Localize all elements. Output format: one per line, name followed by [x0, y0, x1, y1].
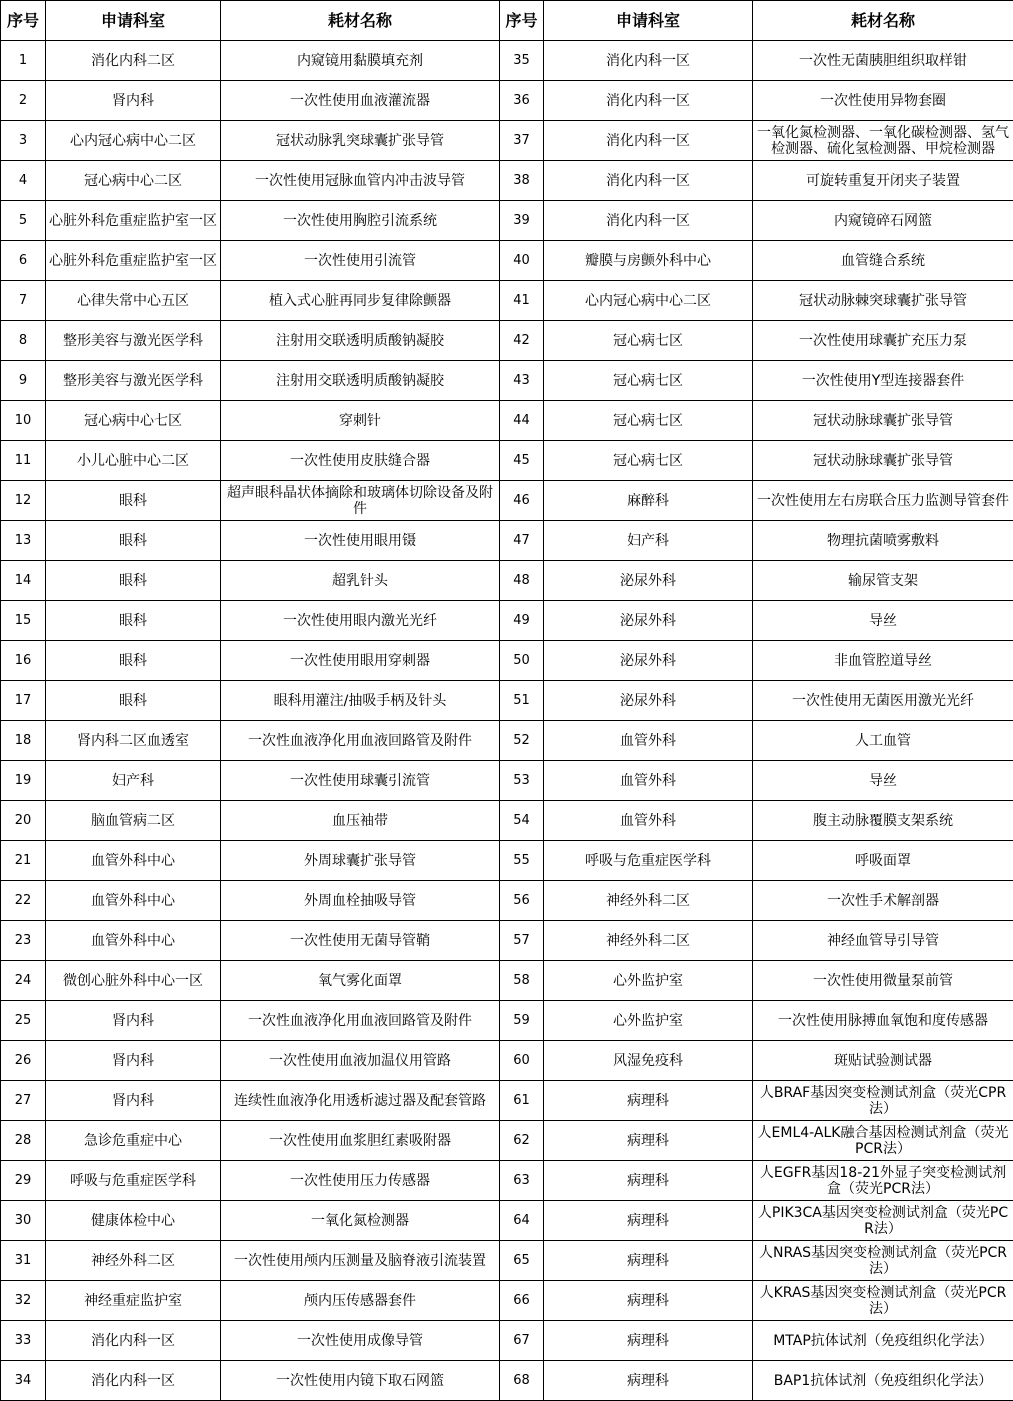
header-dept-right: 申请科室 — [544, 1, 753, 41]
header-name-right: 耗材名称 — [753, 1, 1013, 41]
consumable-name-cell: 冠状动脉球囊扩张导管 — [753, 441, 1013, 481]
department-cell: 眼科 — [46, 561, 221, 601]
serial-number-cell: 11 — [1, 441, 46, 481]
department-cell: 肾内科 — [46, 81, 221, 121]
serial-number-cell: 29 — [1, 1161, 46, 1201]
department-cell: 整形美容与激光医学科 — [46, 321, 221, 361]
consumable-name-cell: 注射用交联透明质酸钠凝胶 — [221, 321, 500, 361]
table-row — [1, 121, 1013, 161]
consumable-name-cell: 非血管腔道导丝 — [753, 641, 1013, 681]
serial-number-cell: 52 — [500, 721, 544, 761]
serial-number-cell: 63 — [500, 1161, 544, 1201]
serial-number-cell: 57 — [500, 921, 544, 961]
department-cell: 风湿免疫科 — [544, 1041, 753, 1081]
consumable-name-cell: 一次性使用皮肤缝合器 — [221, 441, 500, 481]
consumable-name-cell: 内窥镜碎石网篮 — [753, 201, 1013, 241]
table-row — [1, 881, 1013, 921]
consumable-name-cell: 一次性使用引流管 — [221, 241, 500, 281]
serial-number-cell: 68 — [500, 1361, 544, 1401]
consumable-name-cell: 人PIK3CA基因突变检测试剂盒（荧光PCR法） — [753, 1201, 1013, 1241]
department-cell: 冠心病中心二区 — [46, 161, 221, 201]
table-row — [1, 1161, 1013, 1201]
header-row — [1, 1, 1013, 41]
header-no-left: 序号 — [1, 1, 46, 41]
serial-number-cell: 34 — [1, 1361, 46, 1401]
table-row — [1, 1041, 1013, 1081]
serial-number-cell: 6 — [1, 241, 46, 281]
table-row — [1, 521, 1013, 561]
department-cell: 消化内科一区 — [46, 1361, 221, 1401]
serial-number-cell: 37 — [500, 121, 544, 161]
serial-number-cell: 35 — [500, 41, 544, 81]
consumable-name-cell: 一次性使用眼用穿刺器 — [221, 641, 500, 681]
department-cell: 整形美容与激光医学科 — [46, 361, 221, 401]
table-row — [1, 1081, 1013, 1121]
consumable-name-cell: 一次性使用血浆胆红素吸附器 — [221, 1121, 500, 1161]
consumable-name-cell: 人EML4-ALK融合基因检测试剂盒（荧光PCR法） — [753, 1121, 1013, 1161]
department-cell: 消化内科一区 — [544, 201, 753, 241]
serial-number-cell: 26 — [1, 1041, 46, 1081]
consumable-name-cell: 一次性使用血液加温仪用管路 — [221, 1041, 500, 1081]
table-row — [1, 201, 1013, 241]
table-row — [1, 441, 1013, 481]
table-row — [1, 401, 1013, 441]
department-cell: 心外监护室 — [544, 961, 753, 1001]
serial-number-cell: 19 — [1, 761, 46, 801]
table-body — [1, 41, 1013, 1401]
department-cell: 消化内科一区 — [544, 81, 753, 121]
consumable-name-cell: 一次性使用颅内压测量及脑脊液引流装置 — [221, 1241, 500, 1281]
table-row — [1, 921, 1013, 961]
consumable-name-cell: 导丝 — [753, 761, 1013, 801]
department-cell: 肾内科 — [46, 1041, 221, 1081]
consumable-name-cell: MTAP抗体试剂（免疫组织化学法） — [753, 1321, 1013, 1361]
table-row — [1, 1361, 1013, 1401]
department-cell: 血管外科 — [544, 721, 753, 761]
serial-number-cell: 9 — [1, 361, 46, 401]
department-cell: 病理科 — [544, 1281, 753, 1321]
department-cell: 消化内科一区 — [544, 161, 753, 201]
department-cell: 心外监护室 — [544, 1001, 753, 1041]
serial-number-cell: 42 — [500, 321, 544, 361]
table-row — [1, 481, 1013, 521]
consumable-name-cell: 连续性血液净化用透析滤过器及配套管路 — [221, 1081, 500, 1121]
table-row — [1, 561, 1013, 601]
table-row — [1, 761, 1013, 801]
serial-number-cell: 44 — [500, 401, 544, 441]
consumable-name-cell: 一次性手术解剖器 — [753, 881, 1013, 921]
department-cell: 小儿心脏中心二区 — [46, 441, 221, 481]
department-cell: 健康体检中心 — [46, 1201, 221, 1241]
serial-number-cell: 3 — [1, 121, 46, 161]
department-cell: 血管外科中心 — [46, 841, 221, 881]
department-cell: 神经外科二区 — [544, 921, 753, 961]
table-row — [1, 1201, 1013, 1241]
consumable-name-cell: 植入式心脏再同步复律除颤器 — [221, 281, 500, 321]
consumable-name-cell: 一次性使用胸腔引流系统 — [221, 201, 500, 241]
department-cell: 呼吸与危重症医学科 — [46, 1161, 221, 1201]
consumable-name-cell: 冠状动脉棘突球囊扩张导管 — [753, 281, 1013, 321]
consumable-name-cell: 一氧化氮检测器 — [221, 1201, 500, 1241]
consumable-name-cell: 氧气雾化面罩 — [221, 961, 500, 1001]
consumable-name-cell: 一次性使用无菌导管鞘 — [221, 921, 500, 961]
serial-number-cell: 64 — [500, 1201, 544, 1241]
department-cell: 心内冠心病中心二区 — [46, 121, 221, 161]
consumable-name-cell: 神经血管导引导管 — [753, 921, 1013, 961]
serial-number-cell: 31 — [1, 1241, 46, 1281]
serial-number-cell: 4 — [1, 161, 46, 201]
consumable-name-cell: 输尿管支架 — [753, 561, 1013, 601]
serial-number-cell: 65 — [500, 1241, 544, 1281]
serial-number-cell: 58 — [500, 961, 544, 1001]
serial-number-cell: 61 — [500, 1081, 544, 1121]
department-cell: 瓣膜与房颤外科中心 — [544, 241, 753, 281]
serial-number-cell: 67 — [500, 1321, 544, 1361]
department-cell: 呼吸与危重症医学科 — [544, 841, 753, 881]
department-cell: 急诊危重症中心 — [46, 1121, 221, 1161]
department-cell: 泌尿外科 — [544, 561, 753, 601]
consumable-name-cell: 眼科用灌注/抽吸手柄及针头 — [221, 681, 500, 721]
consumable-name-cell: 一次性使用压力传感器 — [221, 1161, 500, 1201]
table-row — [1, 1281, 1013, 1321]
department-cell: 冠心病中心七区 — [46, 401, 221, 441]
consumable-name-cell: 超声眼科晶状体摘除和玻璃体切除设备及附件 — [221, 481, 500, 521]
department-cell: 神经外科二区 — [544, 881, 753, 921]
table-row — [1, 161, 1013, 201]
consumable-name-cell: 冠状动脉球囊扩张导管 — [753, 401, 1013, 441]
table-row — [1, 1321, 1013, 1361]
department-cell: 病理科 — [544, 1201, 753, 1241]
consumable-name-cell: 人NRAS基因突变检测试剂盒（荧光PCR法） — [753, 1241, 1013, 1281]
department-cell: 消化内科二区 — [46, 41, 221, 81]
serial-number-cell: 48 — [500, 561, 544, 601]
department-cell: 麻醉科 — [544, 481, 753, 521]
consumable-name-cell: 一次性使用眼内激光光纤 — [221, 601, 500, 641]
department-cell: 消化内科一区 — [544, 41, 753, 81]
department-cell: 心内冠心病中心二区 — [544, 281, 753, 321]
consumable-name-cell: 超乳针头 — [221, 561, 500, 601]
consumable-name-cell: 一次性血液净化用血液回路管及附件 — [221, 721, 500, 761]
serial-number-cell: 33 — [1, 1321, 46, 1361]
consumable-name-cell: 人KRAS基因突变检测试剂盒（荧光PCR法） — [753, 1281, 1013, 1321]
department-cell: 泌尿外科 — [544, 681, 753, 721]
serial-number-cell: 32 — [1, 1281, 46, 1321]
serial-number-cell: 25 — [1, 1001, 46, 1041]
consumable-name-cell: 人EGFR基因18-21外显子突变检测试剂盒（荧光PCR法） — [753, 1161, 1013, 1201]
consumable-name-cell: 一次性使用无菌医用激光光纤 — [753, 681, 1013, 721]
consumable-name-cell: BAP1抗体试剂（免疫组织化学法） — [753, 1361, 1013, 1401]
serial-number-cell: 10 — [1, 401, 46, 441]
department-cell: 血管外科 — [544, 761, 753, 801]
consumable-name-cell: 人BRAF基因突变检测试剂盒（荧光CPR法） — [753, 1081, 1013, 1121]
department-cell: 脑血管病二区 — [46, 801, 221, 841]
consumable-name-cell: 腹主动脉覆膜支架系统 — [753, 801, 1013, 841]
table-row — [1, 361, 1013, 401]
department-cell: 消化内科一区 — [544, 121, 753, 161]
consumable-name-cell: 一次性使用异物套圈 — [753, 81, 1013, 121]
serial-number-cell: 60 — [500, 1041, 544, 1081]
serial-number-cell: 50 — [500, 641, 544, 681]
department-cell: 病理科 — [544, 1241, 753, 1281]
table-row — [1, 41, 1013, 81]
consumable-name-cell: 内窥镜用黏膜填充剂 — [221, 41, 500, 81]
serial-number-cell: 36 — [500, 81, 544, 121]
serial-number-cell: 30 — [1, 1201, 46, 1241]
department-cell: 冠心病七区 — [544, 401, 753, 441]
consumable-name-cell: 冠状动脉乳突球囊扩张导管 — [221, 121, 500, 161]
department-cell: 肾内科二区血透室 — [46, 721, 221, 761]
serial-number-cell: 23 — [1, 921, 46, 961]
table-row — [1, 1121, 1013, 1161]
consumable-name-cell: 导丝 — [753, 601, 1013, 641]
serial-number-cell: 21 — [1, 841, 46, 881]
table-row — [1, 681, 1013, 721]
department-cell: 肾内科 — [46, 1081, 221, 1121]
department-cell: 冠心病七区 — [544, 321, 753, 361]
department-cell: 病理科 — [544, 1081, 753, 1121]
table-row — [1, 81, 1013, 121]
serial-number-cell: 45 — [500, 441, 544, 481]
serial-number-cell: 15 — [1, 601, 46, 641]
serial-number-cell: 46 — [500, 481, 544, 521]
consumable-name-cell: 一次性使用微量泵前管 — [753, 961, 1013, 1001]
consumable-name-cell: 物理抗菌喷雾敷料 — [753, 521, 1013, 561]
table-row — [1, 841, 1013, 881]
department-cell: 微创心脏外科中心一区 — [46, 961, 221, 1001]
serial-number-cell: 43 — [500, 361, 544, 401]
serial-number-cell: 59 — [500, 1001, 544, 1041]
serial-number-cell: 39 — [500, 201, 544, 241]
serial-number-cell: 7 — [1, 281, 46, 321]
consumable-name-cell: 一次性使用眼用镊 — [221, 521, 500, 561]
consumable-name-cell: 一次性血液净化用血液回路管及附件 — [221, 1001, 500, 1041]
consumable-name-cell: 一次性使用球囊引流管 — [221, 761, 500, 801]
department-cell: 妇产科 — [544, 521, 753, 561]
serial-number-cell: 54 — [500, 801, 544, 841]
serial-number-cell: 13 — [1, 521, 46, 561]
consumable-name-cell: 呼吸面罩 — [753, 841, 1013, 881]
serial-number-cell: 8 — [1, 321, 46, 361]
department-cell: 血管外科 — [544, 801, 753, 841]
serial-number-cell: 66 — [500, 1281, 544, 1321]
consumable-name-cell: 人工血管 — [753, 721, 1013, 761]
table-row — [1, 601, 1013, 641]
consumable-name-cell: 一次性使用球囊扩充压力泵 — [753, 321, 1013, 361]
serial-number-cell: 40 — [500, 241, 544, 281]
department-cell: 心律失常中心五区 — [46, 281, 221, 321]
department-cell: 眼科 — [46, 681, 221, 721]
serial-number-cell: 56 — [500, 881, 544, 921]
department-cell: 肾内科 — [46, 1001, 221, 1041]
serial-number-cell: 51 — [500, 681, 544, 721]
department-cell: 泌尿外科 — [544, 601, 753, 641]
consumable-name-cell: 斑贴试验测试器 — [753, 1041, 1013, 1081]
consumable-name-cell: 一次性使用血液灌流器 — [221, 81, 500, 121]
consumable-name-cell: 颅内压传感器套件 — [221, 1281, 500, 1321]
department-cell: 冠心病七区 — [544, 441, 753, 481]
serial-number-cell: 2 — [1, 81, 46, 121]
consumable-name-cell: 穿刺针 — [221, 401, 500, 441]
table-row — [1, 961, 1013, 1001]
consumable-name-cell: 一次性使用脉搏血氧饱和度传感器 — [753, 1001, 1013, 1041]
serial-number-cell: 20 — [1, 801, 46, 841]
consumable-name-cell: 外周血栓抽吸导管 — [221, 881, 500, 921]
serial-number-cell: 55 — [500, 841, 544, 881]
table-row — [1, 641, 1013, 681]
consumable-name-cell: 注射用交联透明质酸钠凝胶 — [221, 361, 500, 401]
serial-number-cell: 38 — [500, 161, 544, 201]
department-cell: 消化内科一区 — [46, 1321, 221, 1361]
department-cell: 泌尿外科 — [544, 641, 753, 681]
department-cell: 眼科 — [46, 481, 221, 521]
table-row — [1, 1001, 1013, 1041]
consumable-name-cell: 血压袖带 — [221, 801, 500, 841]
table-row — [1, 321, 1013, 361]
header-dept-left: 申请科室 — [46, 1, 221, 41]
department-cell: 眼科 — [46, 601, 221, 641]
department-cell: 血管外科中心 — [46, 881, 221, 921]
department-cell: 妇产科 — [46, 761, 221, 801]
serial-number-cell: 18 — [1, 721, 46, 761]
serial-number-cell: 27 — [1, 1081, 46, 1121]
consumable-name-cell: 一次性无菌胰胆组织取样钳 — [753, 41, 1013, 81]
consumable-name-cell: 一次性使用内镜下取石网篮 — [221, 1361, 500, 1401]
department-cell: 病理科 — [544, 1361, 753, 1401]
consumable-name-cell: 一次性使用冠脉血管内冲击波导管 — [221, 161, 500, 201]
serial-number-cell: 24 — [1, 961, 46, 1001]
serial-number-cell: 53 — [500, 761, 544, 801]
serial-number-cell: 22 — [1, 881, 46, 921]
serial-number-cell: 14 — [1, 561, 46, 601]
department-cell: 心脏外科危重症监护室一区 — [46, 241, 221, 281]
serial-number-cell: 5 — [1, 201, 46, 241]
consumable-name-cell: 一氧化氮检测器、一氧化碳检测器、氢气检测器、硫化氢检测器、甲烷检测器 — [753, 121, 1013, 161]
serial-number-cell: 62 — [500, 1121, 544, 1161]
table-row — [1, 1241, 1013, 1281]
consumable-name-cell: 可旋转重复开闭夹子装置 — [753, 161, 1013, 201]
department-cell: 眼科 — [46, 521, 221, 561]
department-cell: 神经重症监护室 — [46, 1281, 221, 1321]
serial-number-cell: 49 — [500, 601, 544, 641]
consumable-name-cell: 一次性使用成像导管 — [221, 1321, 500, 1361]
department-cell: 血管外科中心 — [46, 921, 221, 961]
serial-number-cell: 1 — [1, 41, 46, 81]
department-cell: 病理科 — [544, 1321, 753, 1361]
serial-number-cell: 28 — [1, 1121, 46, 1161]
department-cell: 冠心病七区 — [544, 361, 753, 401]
table-row — [1, 241, 1013, 281]
department-cell: 病理科 — [544, 1161, 753, 1201]
department-cell: 心脏外科危重症监护室一区 — [46, 201, 221, 241]
department-cell: 病理科 — [544, 1121, 753, 1161]
serial-number-cell: 41 — [500, 281, 544, 321]
consumable-name-cell: 一次性使用Y型连接器套件 — [753, 361, 1013, 401]
table-row — [1, 281, 1013, 321]
consumable-name-cell: 一次性使用左右房联合压力监测导管套件 — [753, 481, 1013, 521]
header-name-left: 耗材名称 — [221, 1, 500, 41]
serial-number-cell: 47 — [500, 521, 544, 561]
serial-number-cell: 17 — [1, 681, 46, 721]
serial-number-cell: 12 — [1, 481, 46, 521]
table-row — [1, 721, 1013, 761]
header-no-right: 序号 — [500, 1, 544, 41]
consumable-name-cell: 外周球囊扩张导管 — [221, 841, 500, 881]
department-cell: 神经外科二区 — [46, 1241, 221, 1281]
consumable-name-cell: 血管缝合系统 — [753, 241, 1013, 281]
serial-number-cell: 16 — [1, 641, 46, 681]
table-row — [1, 801, 1013, 841]
department-cell: 眼科 — [46, 641, 221, 681]
